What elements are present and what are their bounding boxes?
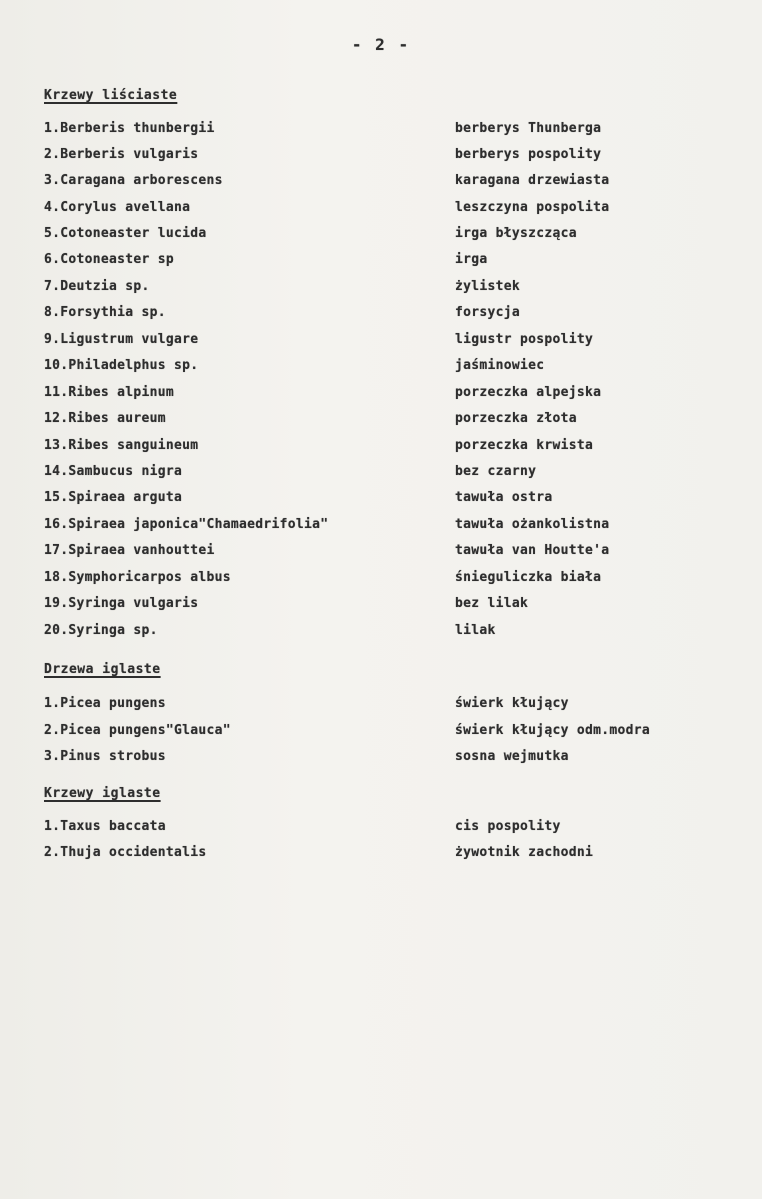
latin-name: 2.Berberis vulgaris [44, 147, 199, 162]
latin-name: 3.Caragana arborescens [44, 173, 223, 188]
polish-name: bez czarny [455, 464, 537, 479]
polish-name: ligustr pospolity [455, 332, 594, 347]
polish-name: tawuła van Houtte'a [455, 543, 610, 558]
latin-name: 20.Syringa sp. [44, 623, 158, 638]
polish-name: porzeczka złota [455, 411, 577, 426]
list-item [0, 305, 762, 329]
list-item [0, 749, 762, 773]
latin-name: 3.Pinus strobus [44, 749, 166, 764]
polish-name: lilak [455, 623, 496, 638]
latin-name: 1.Taxus baccata [44, 819, 166, 834]
list-item [0, 490, 762, 514]
latin-name: 7.Deutzia sp. [44, 279, 150, 294]
page-number: - 2 - [351, 35, 411, 54]
polish-name: porzeczka krwista [455, 438, 594, 453]
list-item [0, 464, 762, 488]
polish-name: sosna wejmutka [455, 749, 569, 764]
list-item [0, 200, 762, 224]
list-item [0, 845, 762, 869]
latin-name: 18.Symphoricarpos albus [44, 570, 231, 585]
polish-name: tawuła ostra [455, 490, 553, 505]
list-item [0, 332, 762, 356]
list-item [0, 358, 762, 382]
polish-name: świerk kłujący odm.modra [455, 723, 651, 738]
latin-name: 11.Ribes alpinum [44, 385, 175, 400]
polish-name: jaśminowiec [455, 358, 545, 373]
section-heading: Drzewa iglaste [44, 662, 161, 677]
list-item [0, 121, 762, 145]
polish-name: żywotnik zachodni [455, 845, 594, 860]
latin-name: 14.Sambucus nigra [44, 464, 183, 479]
section-heading: Krzewy liściaste [44, 88, 178, 103]
polish-name: forsycja [455, 305, 521, 320]
latin-name: 10.Philadelphus sp. [44, 358, 199, 373]
polish-name: porzeczka alpejska [455, 385, 602, 400]
list-item [0, 596, 762, 620]
latin-name: 6.Cotoneaster sp [44, 252, 175, 267]
latin-name: 19.Syringa vulgaris [44, 596, 199, 611]
polish-name: karagana drzewiasta [455, 173, 610, 188]
latin-name: 9.Ligustrum vulgare [44, 332, 199, 347]
latin-name: 8.Forsythia sp. [44, 305, 166, 320]
polish-name: leszczyna pospolita [455, 200, 610, 215]
polish-name: cis pospolity [455, 819, 561, 834]
list-item [0, 279, 762, 303]
latin-name: 12.Ribes aureum [44, 411, 166, 426]
latin-name: 15.Spiraea arguta [44, 490, 183, 505]
list-item [0, 819, 762, 843]
polish-name: świerk kłujący [455, 696, 569, 711]
latin-name: 1.Picea pungens [44, 696, 166, 711]
latin-name: 5.Cotoneaster lucida [44, 226, 207, 241]
latin-name: 4.Corylus avellana [44, 200, 191, 215]
list-item [0, 252, 762, 276]
polish-name: berberys pospolity [455, 147, 602, 162]
list-item [0, 438, 762, 462]
polish-name: tawuła ożankolistna [455, 517, 610, 532]
list-item [0, 173, 762, 197]
polish-name: irga [455, 252, 488, 267]
list-item [0, 147, 762, 171]
polish-name: berberys Thunberga [455, 121, 602, 136]
list-item [0, 623, 762, 647]
polish-name: żylistek [455, 279, 521, 294]
polish-name: irga błyszcząca [455, 226, 577, 241]
latin-name: 1.Berberis thunbergii [44, 121, 215, 136]
latin-name: 17.Spiraea vanhouttei [44, 543, 215, 558]
list-item [0, 385, 762, 409]
list-item [0, 226, 762, 250]
list-item [0, 543, 762, 567]
list-item [0, 570, 762, 594]
list-item [0, 411, 762, 435]
latin-name: 2.Picea pungens"Glauca" [44, 723, 231, 738]
latin-name: 16.Spiraea japonica"Chamaedrifolia" [44, 517, 329, 532]
section-heading: Krzewy iglaste [44, 786, 161, 801]
list-item [0, 517, 762, 541]
latin-name: 13.Ribes sanguineum [44, 438, 199, 453]
polish-name: śnieguliczka biała [455, 570, 602, 585]
list-item [0, 723, 762, 747]
latin-name: 2.Thuja occidentalis [44, 845, 207, 860]
polish-name: bez lilak [455, 596, 529, 611]
list-item [0, 696, 762, 720]
